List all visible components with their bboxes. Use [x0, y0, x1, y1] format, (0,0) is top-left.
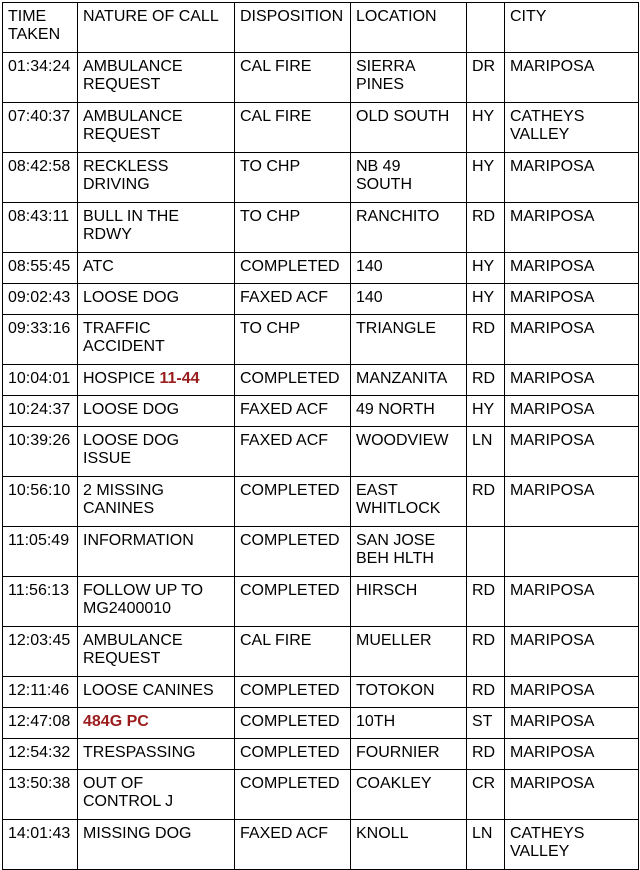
- cell-nature: [78, 527, 235, 577]
- nature-text: LOOSE DOG: [83, 401, 180, 418]
- cell-suffix: RD: [467, 677, 505, 708]
- cell-time: 09:33:16: [3, 315, 78, 365]
- cell-time: 01:34:24: [3, 53, 78, 103]
- cell-time: 11:05:49: [3, 527, 78, 577]
- cell-disposition: COMPLETED: [235, 677, 351, 708]
- cell-location: TRIANGLE: [351, 315, 467, 365]
- cell-location: NB 49 SOUTH: [351, 153, 467, 203]
- cell-city: MARIPOSA: [505, 315, 639, 365]
- cell-location: WOODVIEW: [351, 427, 467, 477]
- cell-time: 08:55:45: [3, 253, 78, 284]
- cell-time: 09:02:43: [3, 284, 78, 315]
- table-row: [3, 820, 639, 870]
- nature-text: FOLLOW UP TO MG2400010: [83, 582, 204, 617]
- header-nature: NATURE OF CALL: [78, 3, 235, 53]
- nature-text: TRESPASSING: [83, 744, 196, 761]
- cell-disposition: COMPLETED: [235, 770, 351, 820]
- cell-location: OLD SOUTH: [351, 103, 467, 153]
- cell-location: KNOLL: [351, 820, 467, 870]
- cell-city: MARIPOSA: [505, 427, 639, 477]
- cell-city: CATHEYS VALLEY: [505, 103, 639, 153]
- cell-location: COAKLEY: [351, 770, 467, 820]
- cell-suffix: ST: [467, 708, 505, 739]
- nature-text: 2 MISSING CANINES: [83, 482, 164, 517]
- table-row: [3, 477, 639, 527]
- cell-time: 12:54:32: [3, 739, 78, 770]
- cell-nature: [78, 770, 235, 820]
- cell-nature: [78, 53, 235, 103]
- cell-disposition: COMPLETED: [235, 527, 351, 577]
- cell-city: MARIPOSA: [505, 284, 639, 315]
- cell-disposition: CAL FIRE: [235, 53, 351, 103]
- nature-text: LOOSE CANINES: [83, 682, 214, 699]
- cell-suffix: CR: [467, 770, 505, 820]
- cell-disposition: FAXED ACF: [235, 427, 351, 477]
- cell-time: 08:43:11: [3, 203, 78, 253]
- cell-location: 140: [351, 284, 467, 315]
- cell-city: MARIPOSA: [505, 627, 639, 677]
- cell-city: MARIPOSA: [505, 396, 639, 427]
- cell-suffix: RD: [467, 203, 505, 253]
- table-row: [3, 396, 639, 427]
- cell-time: 10:56:10: [3, 477, 78, 527]
- cell-city: MARIPOSA: [505, 153, 639, 203]
- cell-city: MARIPOSA: [505, 253, 639, 284]
- table-row: [3, 203, 639, 253]
- nature-text: TRAFFIC ACCIDENT: [83, 320, 165, 355]
- table-row: [3, 627, 639, 677]
- cell-time: 12:11:46: [3, 677, 78, 708]
- cell-suffix: DR: [467, 53, 505, 103]
- cell-location: RANCHITO: [351, 203, 467, 253]
- cell-city: MARIPOSA: [505, 477, 639, 527]
- cell-nature: [78, 103, 235, 153]
- table-row: [3, 103, 639, 153]
- cell-suffix: RD: [467, 627, 505, 677]
- cell-disposition: COMPLETED: [235, 708, 351, 739]
- cell-disposition: COMPLETED: [235, 253, 351, 284]
- cell-suffix: RD: [467, 315, 505, 365]
- cell-suffix: RD: [467, 739, 505, 770]
- cell-city: MARIPOSA: [505, 53, 639, 103]
- cell-nature: [78, 677, 235, 708]
- table-row: [3, 315, 639, 365]
- cell-suffix: RD: [467, 365, 505, 396]
- cell-disposition: COMPLETED: [235, 365, 351, 396]
- header-city: CITY: [505, 3, 639, 53]
- nature-text: AMBULANCE REQUEST: [83, 58, 183, 93]
- nature-text: RECKLESS DRIVING: [83, 158, 169, 193]
- cell-city: MARIPOSA: [505, 365, 639, 396]
- header-disposition: DISPOSITION: [235, 3, 351, 53]
- nature-text: LOOSE DOG: [83, 289, 180, 306]
- cell-disposition: TO CHP: [235, 203, 351, 253]
- cell-city: MARIPOSA: [505, 677, 639, 708]
- cell-location: TOTOKON: [351, 677, 467, 708]
- cell-city: MARIPOSA: [505, 708, 639, 739]
- cell-location: MANZANITA: [351, 365, 467, 396]
- nature-text: AMBULANCE REQUEST: [83, 108, 183, 143]
- cell-time: 14:01:43: [3, 820, 78, 870]
- cell-location: EAST WHITLOCK: [351, 477, 467, 527]
- cell-location: HIRSCH: [351, 577, 467, 627]
- cell-time: 10:04:01: [3, 365, 78, 396]
- cell-disposition: CAL FIRE: [235, 103, 351, 153]
- cell-city: MARIPOSA: [505, 577, 639, 627]
- cell-suffix: RD: [467, 477, 505, 527]
- cell-nature: [78, 253, 235, 284]
- cell-time: 08:42:58: [3, 153, 78, 203]
- cell-nature: [78, 396, 235, 427]
- cell-location: SAN JOSE BEH HLTH: [351, 527, 467, 577]
- cell-suffix: LN: [467, 820, 505, 870]
- cell-nature: [78, 477, 235, 527]
- cell-time: 10:24:37: [3, 396, 78, 427]
- cell-nature: [78, 577, 235, 627]
- cell-location: SIERRA PINES: [351, 53, 467, 103]
- table-row: [3, 739, 639, 770]
- cell-time: 11:56:13: [3, 577, 78, 627]
- cell-suffix: HY: [467, 253, 505, 284]
- cell-city: MARIPOSA: [505, 203, 639, 253]
- header-location: LOCATION: [351, 3, 467, 53]
- nature-code-highlight: 11-44: [159, 370, 200, 387]
- cell-disposition: COMPLETED: [235, 739, 351, 770]
- cell-suffix: HY: [467, 396, 505, 427]
- cell-location: 49 NORTH: [351, 396, 467, 427]
- cell-nature: [78, 427, 235, 477]
- cell-suffix: RD: [467, 577, 505, 627]
- header-row: [3, 3, 639, 53]
- nature-text: MISSING DOG: [83, 825, 192, 842]
- call-log-table: [2, 2, 639, 870]
- table-row: [3, 677, 639, 708]
- cell-suffix: HY: [467, 153, 505, 203]
- cell-city: MARIPOSA: [505, 770, 639, 820]
- cell-nature: [78, 820, 235, 870]
- cell-time: 12:47:08: [3, 708, 78, 739]
- cell-disposition: CAL FIRE: [235, 627, 351, 677]
- header-time: TIME TAKEN: [3, 3, 78, 53]
- nature-code-highlight: 484G PC: [83, 713, 149, 730]
- nature-text: HOSPICE: [83, 370, 160, 387]
- table-row: [3, 153, 639, 203]
- nature-text: INFORMATION: [83, 532, 194, 549]
- nature-text: LOOSE DOG ISSUE: [83, 432, 180, 467]
- cell-disposition: TO CHP: [235, 315, 351, 365]
- cell-time: 07:40:37: [3, 103, 78, 153]
- table-row: [3, 53, 639, 103]
- table-row: [3, 365, 639, 396]
- cell-suffix: HY: [467, 103, 505, 153]
- nature-text: BULL IN THE RDWY: [83, 208, 180, 243]
- cell-disposition: COMPLETED: [235, 577, 351, 627]
- cell-city: CATHEYS VALLEY: [505, 820, 639, 870]
- cell-disposition: FAXED ACF: [235, 820, 351, 870]
- cell-time: 12:03:45: [3, 627, 78, 677]
- cell-disposition: FAXED ACF: [235, 284, 351, 315]
- cell-nature: [78, 203, 235, 253]
- table-row: [3, 708, 639, 739]
- cell-time: 13:50:38: [3, 770, 78, 820]
- cell-location: MUELLER: [351, 627, 467, 677]
- table-row: [3, 527, 639, 577]
- cell-suffix: LN: [467, 427, 505, 477]
- cell-nature: [78, 708, 235, 739]
- cell-suffix: HY: [467, 284, 505, 315]
- cell-nature: [78, 627, 235, 677]
- nature-text: AMBULANCE REQUEST: [83, 632, 183, 667]
- cell-disposition: COMPLETED: [235, 477, 351, 527]
- table-row: [3, 427, 639, 477]
- cell-nature: [78, 315, 235, 365]
- header-suffix: [467, 3, 505, 53]
- cell-location: 140: [351, 253, 467, 284]
- cell-disposition: TO CHP: [235, 153, 351, 203]
- cell-time: 10:39:26: [3, 427, 78, 477]
- cell-nature: [78, 365, 235, 396]
- table-row: [3, 770, 639, 820]
- cell-disposition: FAXED ACF: [235, 396, 351, 427]
- cell-city: [505, 527, 639, 577]
- nature-text: ATC: [83, 258, 114, 275]
- cell-nature: [78, 284, 235, 315]
- table-row: [3, 577, 639, 627]
- table-row: [3, 253, 639, 284]
- cell-suffix: [467, 527, 505, 577]
- cell-location: 10TH: [351, 708, 467, 739]
- cell-nature: [78, 739, 235, 770]
- cell-nature: [78, 153, 235, 203]
- table-row: [3, 284, 639, 315]
- cell-city: MARIPOSA: [505, 739, 639, 770]
- cell-location: FOURNIER: [351, 739, 467, 770]
- nature-text: OUT OF CONTROL J: [83, 775, 174, 810]
